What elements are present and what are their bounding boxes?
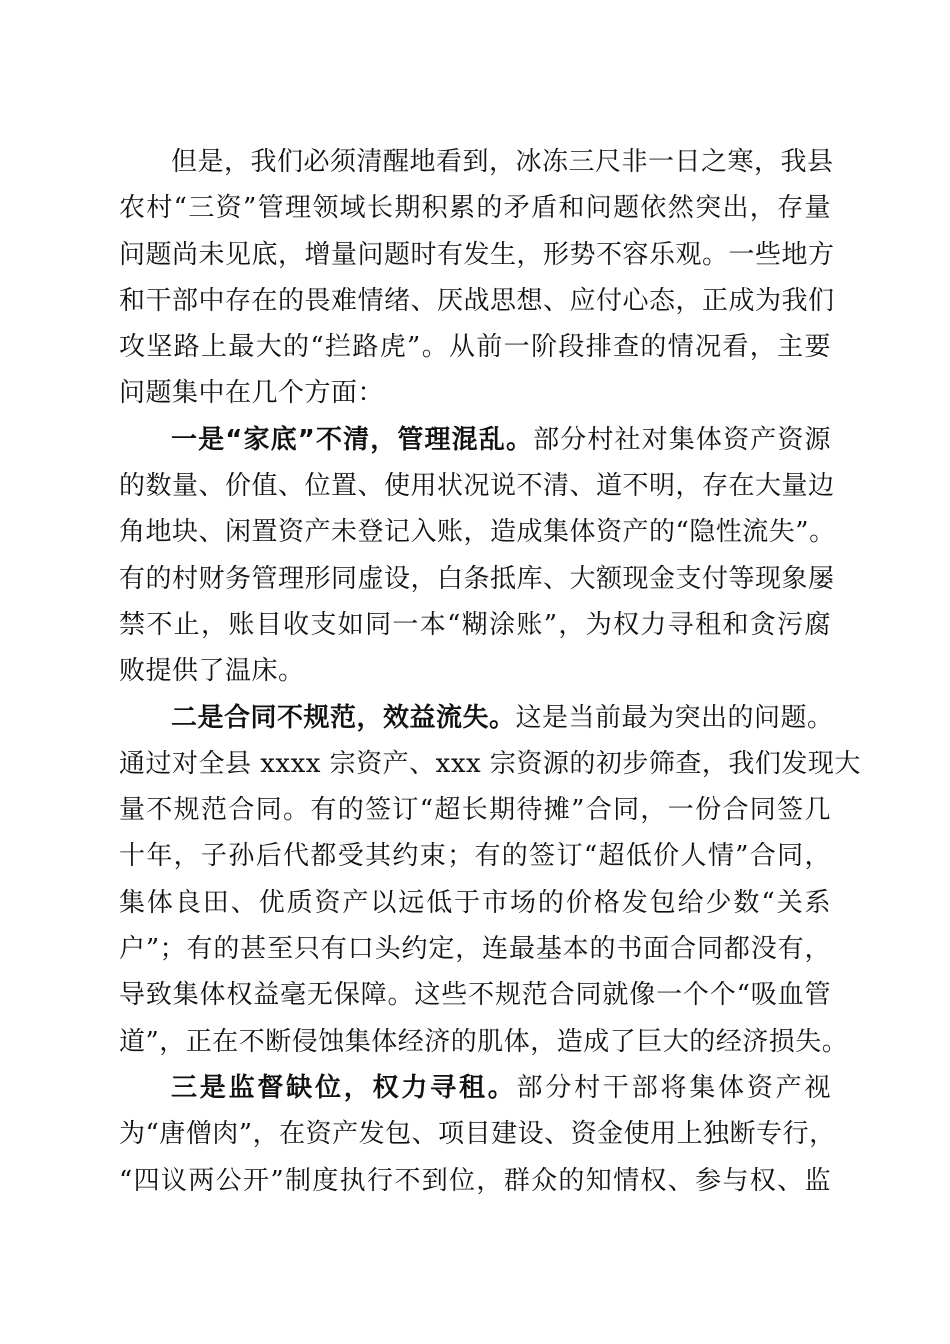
paragraph-point-two: [119, 695, 861, 1065]
text-line: 户”；有的甚至只有口头约定，连最基本的书面合同都没有，: [119, 934, 831, 965]
text-line: 通过对全县 xxxx 宗资产、xxx 宗资源的初步筛查，我们发现大: [119, 748, 861, 779]
text-line: 和干部中存在的畏难情绪、厌战思想、应付心态，正成为我们: [119, 285, 835, 316]
paragraph-intro: [119, 139, 835, 417]
point-text: 这是当前最为突出的问题。: [515, 702, 834, 733]
text-line: 攻坚路上最大的“拦路虎”。从前一阶段排查的情况看，主要: [119, 332, 831, 363]
text-line: 道”，正在不断侵蚀集体经济的肌体，造成了巨大的经济损失。: [119, 1026, 849, 1057]
point-text: 部分村社对集体资产资源: [533, 424, 831, 455]
point-heading: 三是监督缺位，权力寻租。: [171, 1072, 517, 1103]
text-line: 为“唐僧肉”，在资产发包、项目建设、资金使用上独断专行，: [119, 1119, 836, 1150]
text-line: 但是，我们必须清醒地看到，冰冻三尺非一日之寒，我县: [171, 147, 834, 177]
text-line: 禁不止，账目收支如同一本“糊涂账”，为权力寻租和贪污腐: [119, 609, 831, 640]
paragraph-point-one: [119, 417, 836, 695]
point-heading: 二是合同不规范，效益流失。: [171, 702, 516, 733]
text-line: 有的村财务管理形同虚设，白条抵库、大额现金支付等现象屡: [119, 563, 835, 594]
point-text: 部分村干部将集体资产视: [516, 1072, 831, 1103]
text-line: 导致集体权益毫无保障。这些不规范合同就像一个个“吸血管: [119, 980, 831, 1011]
text-line: 败提供了温床。: [119, 656, 305, 687]
text-line: [119, 695, 834, 741]
text-line: 问题集中在几个方面：: [119, 378, 385, 409]
text-line: “四议两公开”制度执行不到位，群众的知情权、参与权、监: [119, 1165, 831, 1196]
text-line: 十年，子孙后代都受其约束；有的签订“超低价人情”合同，: [119, 841, 831, 872]
text-line: [119, 417, 831, 463]
text-line: 量不规范合同。有的签订“超长期待摊”合同，一份合同签几: [119, 795, 831, 826]
point-heading: 一是“家底”不清，管理混乱。: [171, 424, 534, 455]
text-line: 集体良田、优质资产以远低于市场的价格发包给少数“关系: [119, 887, 831, 918]
text-line: [119, 1065, 831, 1111]
text-line: 角地块、闲置资产未登记入账，造成集体资产的“隐性流失”。: [119, 517, 836, 548]
document-body: [119, 139, 861, 1204]
text-line: 问题尚未见底，增量问题时有发生，形势不容乐观。一些地方: [119, 239, 835, 270]
text-line: 农村“三资”管理领域长期积累的矛盾和问题依然突出，存量: [119, 193, 831, 224]
text-line: 的数量、价值、位置、使用状况说不清、道不明，存在大量边: [119, 471, 835, 502]
paragraph-point-three: [119, 1065, 836, 1204]
